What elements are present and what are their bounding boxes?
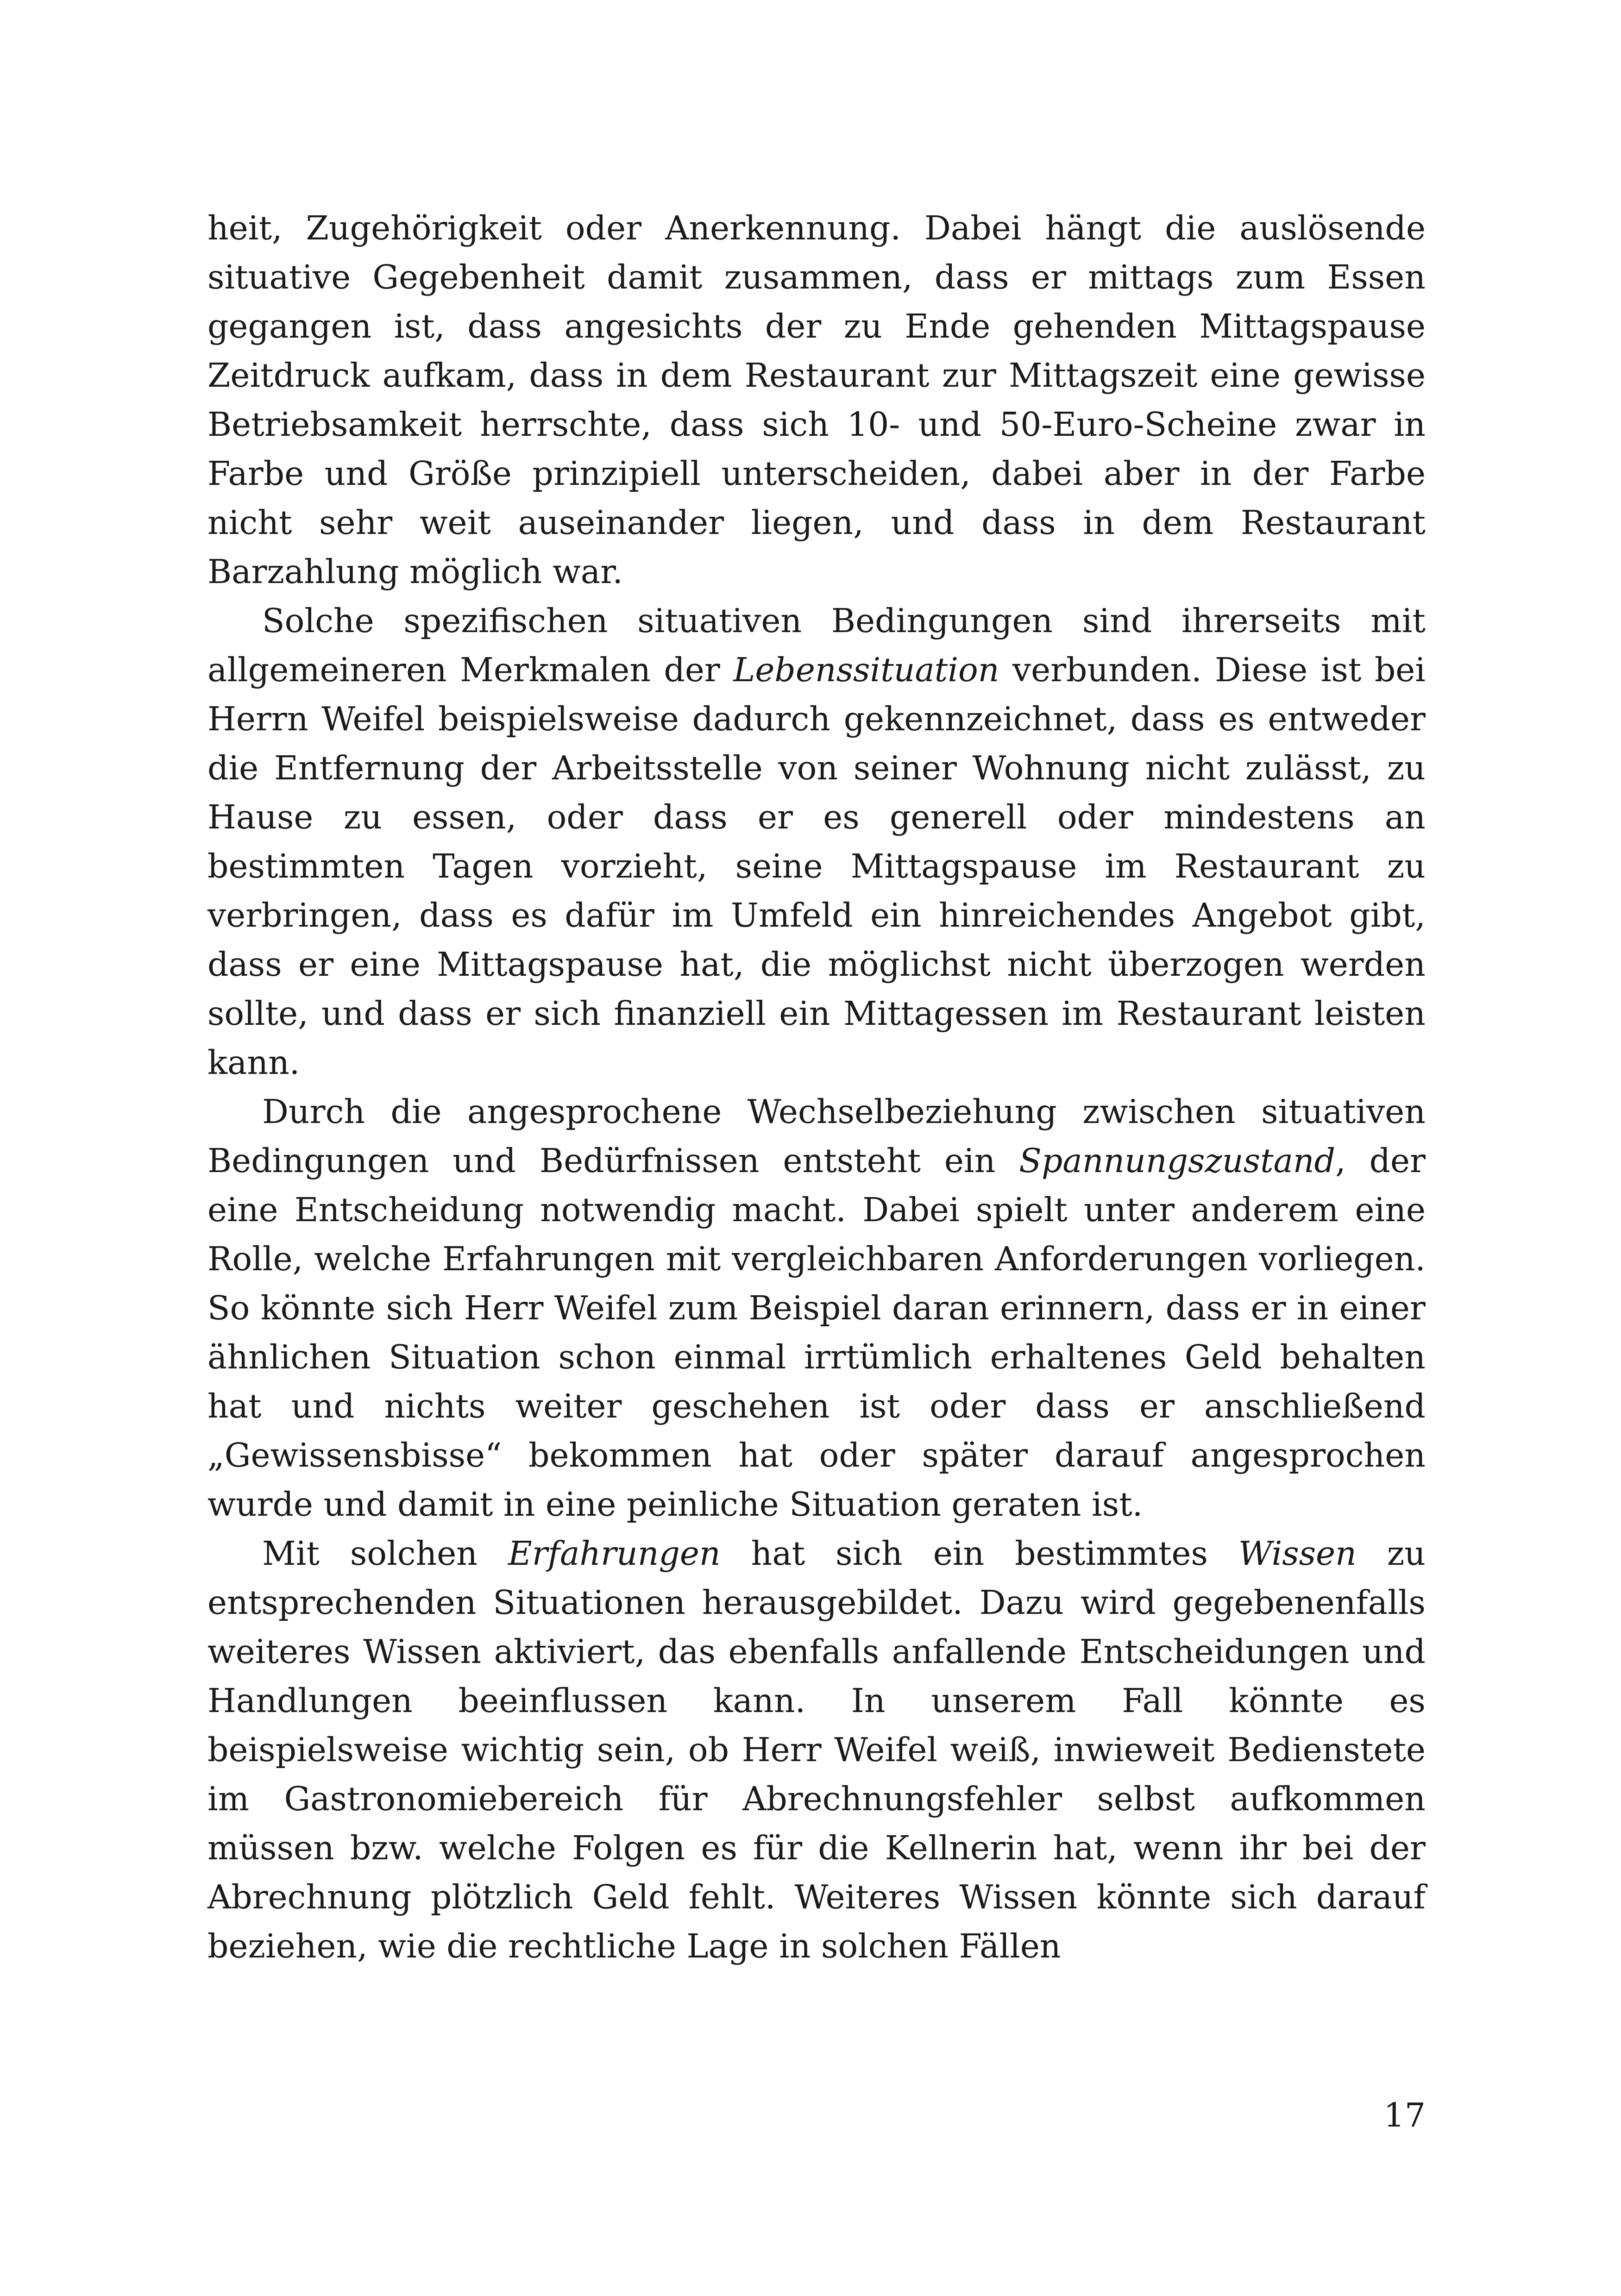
emphasis-erfahrungen: Erfahrungen [508,1534,721,1573]
emphasis-wissen: Wissen [1238,1534,1357,1573]
text-span: hat sich ein bestimmtes [720,1534,1238,1573]
emphasis-lebenssituation: Lebenssituation [733,651,999,689]
body-text [207,204,1426,1971]
text-span: zu entsprechenden Situationen herausgebildet. Dazu wird gegebenenfalls weiteres Wissen aktiviert, das ebenfalls anfallende Entscheidungen und Handlungen beeinflussen kann. In unserem Fall könnte es beispielsweise wichtig sein, ob Herr Weifel weiß, inwieweit Bedienstete im Gastronomiebereich für Abrechnungsfehler selbst aufkommen müssen bzw. welche Folgen es für die Kellnerin hat, wenn ihr bei der Abrechnung plötzlich Geld fehlt. Weiteres Wissen könnte sich darauf beziehen, wie die rechtliche Lage in solchen Fällen [207,1534,1426,1965]
text-span: Solche spezifischen situativen Bedingungen sind ihrerseits mit allgemeineren Merkmalen der [207,602,1426,689]
paragraph [207,1087,1426,1529]
text-span: , der eine Entscheidung notwendig macht. Dabei spielt unter anderem eine Rolle, welche Erfahrungen mit vergleichbaren Anforderungen vorliegen. So könnte sich Herr Weifel zum Beispiel daran erinnern, dass er in einer ähnlichen Situation schon einmal irrtümlich erhaltenes Geld behalten hat und nichts weiter geschehen ist oder dass er anschließend „Gewissensbisse“ bekommen hat oder später darauf angesprochen wurde und damit in eine peinliche Situation geraten ist. [207,1142,1426,1524]
text-span: verbunden. Diese ist bei Herrn Weifel beispielsweise dadurch gekennzeichnet, dass es entweder die Entfernung der Arbeitsstelle von seiner Wohnung nicht zulässt, zu Hause zu essen, oder dass er es generell oder mindestens an bestimmten Tagen vorzieht, seine Mittagspause im Restaurant zu verbringen, dass es dafür im Umfeld ein hinreichendes Angebot gibt, dass er eine Mittagspause hat, die möglichst nicht überzogen werden sollte, und dass er sich finanziell ein Mittagessen im Restaurant leisten kann. [207,651,1426,1082]
text-span: Durch die angesprochene Wechselbeziehung zwischen situativen Bedingungen und Bedürfnissen entsteht ein [207,1092,1426,1180]
paragraph [207,596,1426,1087]
emphasis-spannungszustand: Spannungszustand [1019,1142,1336,1180]
text-span: Mit solchen [262,1534,508,1573]
paragraph [207,1529,1426,1971]
text-span: heit, Zugehörigkeit oder Anerkennung. Dabei hängt die auslösende situative Gegebenheit damit zusammen, dass er mittags zum Essen gegangen ist, dass angesichts der zu Ende gehenden Mittagspause Zeitdruck aufkam, dass in dem Restaurant zur Mittagszeit eine gewisse Betriebsamkeit herrschte, dass sich 10- und 50-Euro-Scheine zwar in Farbe und Größe prinzipiell unterscheiden, dabei aber in der Farbe nicht sehr weit auseinander liegen, und dass in dem Restaurant Barzahlung möglich war. [207,209,1426,591]
page-number: 17 [1383,2096,1426,2134]
paragraph [207,204,1426,596]
